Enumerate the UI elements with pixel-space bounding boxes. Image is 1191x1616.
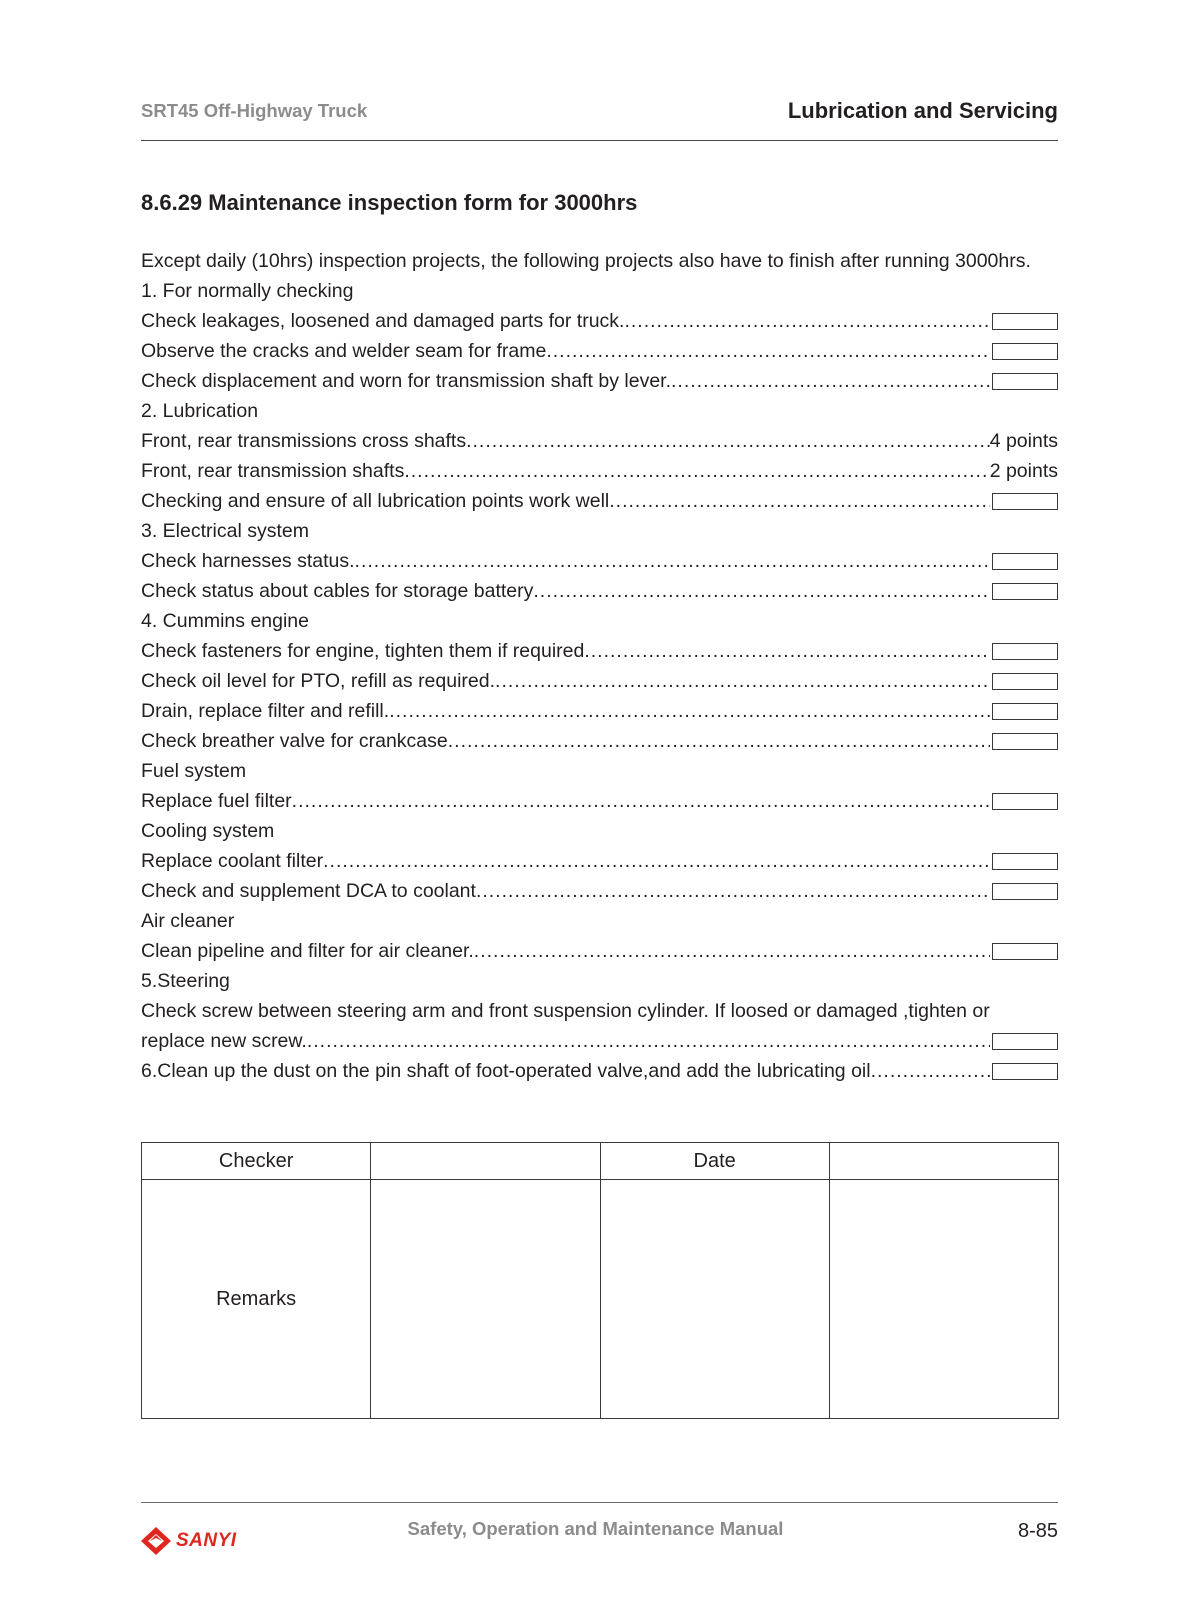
section-heading: 5.Steering [141, 970, 230, 992]
checklist-item: replace new screw. ..... [141, 1026, 1058, 1056]
section-heading: 4. Cummins engine [141, 610, 309, 632]
header-document-title: SRT45 Off-Highway Truck [141, 100, 368, 121]
checklist-item: Check and supplement DCA to coolant ..... [141, 876, 1058, 906]
intro-paragraph: Except daily (10hrs) inspection projects, the following projects also have to finish after running 3000hrs. [141, 250, 1031, 272]
checklist-item: Replace fuel filter ..... [141, 786, 1058, 816]
checklist-item: Check leakages, loosened and damaged parts for truck. ..... [141, 306, 1058, 336]
subsection-heading: Air cleaner [141, 910, 235, 932]
section-heading: 3. Electrical system [141, 520, 309, 542]
checkbox[interactable] [992, 493, 1058, 510]
header-divider [141, 140, 1058, 141]
section-heading: 1. For normally checking [141, 280, 354, 302]
lubrication-item: Front, rear transmissions cross shafts ..... 4 points [141, 426, 1058, 456]
checklist-item: Replace coolant filter ..... [141, 846, 1058, 876]
checkbox[interactable] [992, 1063, 1058, 1080]
sanyi-logo: SANYI [140, 1526, 237, 1556]
checkbox[interactable] [992, 1033, 1058, 1050]
footer-divider [141, 1502, 1058, 1503]
date-label: Date [600, 1143, 829, 1180]
footer-manual-title: Safety, Operation and Maintenance Manual [407, 1518, 784, 1539]
signoff-table [141, 1142, 1059, 1419]
remarks-field[interactable] [371, 1180, 600, 1419]
page-number: 8-85 [1017, 1520, 1058, 1542]
checkbox[interactable] [992, 373, 1058, 390]
checkbox[interactable] [992, 553, 1058, 570]
checkbox[interactable] [992, 733, 1058, 750]
subsection-heading: Fuel system [141, 760, 247, 782]
checkbox[interactable] [992, 343, 1058, 360]
checklist-item: Check fasteners for engine, tighten them if required ..... [141, 636, 1058, 666]
lubrication-item: Front, rear transmission shafts ..... 2 points [141, 456, 1058, 486]
header-chapter-title: Lubrication and Servicing [787, 98, 1058, 123]
checkbox[interactable] [992, 313, 1058, 330]
steering-item-line: Check screw between steering arm and front suspension cylinder. If loosed or damaged ,tighten or [141, 1000, 990, 1022]
lubrication-points: 4 points [989, 430, 1058, 452]
checkbox[interactable] [992, 583, 1058, 600]
checklist-item: 6.Clean up the dust on the pin shaft of foot-operated valve,and add the lubricating oil ..... [141, 1056, 1058, 1086]
checkbox[interactable] [992, 853, 1058, 870]
checkbox[interactable] [992, 883, 1058, 900]
subsection-heading: Cooling system [141, 820, 275, 842]
date-field[interactable] [829, 1143, 1058, 1180]
inspection-form [141, 246, 1058, 1086]
remarks-field[interactable] [829, 1180, 1058, 1419]
checklist-item: Check breather valve for crankcase ..... [141, 726, 1058, 756]
remarks-label: Remarks [142, 1180, 371, 1419]
checklist-item: Check harnesses status. ..... [141, 546, 1058, 576]
checkbox[interactable] [992, 703, 1058, 720]
lubrication-points: 2 points [989, 460, 1058, 482]
checkbox[interactable] [992, 793, 1058, 810]
checklist-item: Clean pipeline and filter for air cleaner. ..... [141, 936, 1058, 966]
checklist-item: Check status about cables for storage battery ..... [141, 576, 1058, 606]
checklist-item: Observe the cracks and welder seam for frame ..... [141, 336, 1058, 366]
checkbox[interactable] [992, 673, 1058, 690]
section-heading: 2. Lubrication [141, 400, 259, 422]
checklist-item: Drain, replace filter and refill. ..... [141, 696, 1058, 726]
section-title: 8.6.29 Maintenance inspection form for 3000hrs [141, 190, 638, 215]
checkbox[interactable] [992, 643, 1058, 660]
checkbox[interactable] [992, 943, 1058, 960]
checklist-item: Check oil level for PTO, refill as required. ..... [141, 666, 1058, 696]
checker-label: Checker [142, 1143, 371, 1180]
checklist-item: Check displacement and worn for transmission shaft by lever. ..... [141, 366, 1058, 396]
checklist-item: Checking and ensure of all lubrication points work well ..... [141, 486, 1058, 516]
remarks-field[interactable] [600, 1180, 829, 1419]
checker-field[interactable] [371, 1143, 600, 1180]
